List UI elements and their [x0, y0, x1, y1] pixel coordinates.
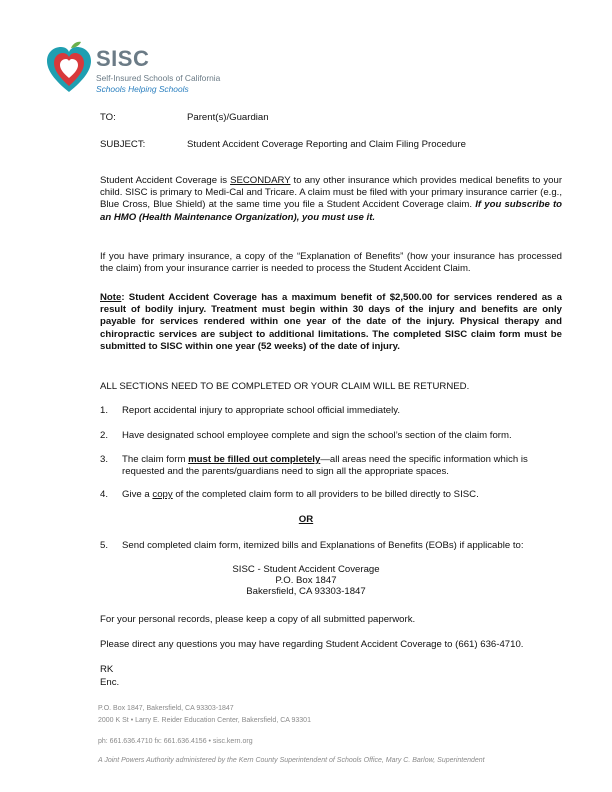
initials: RK: [100, 664, 114, 675]
primary-insurance-paragraph: If you have primary insurance, a copy of the “Explanation of Benefits” (how your insurance has processed the claim) from your insurance carrier is needed to process the Student Accident Claim.: [100, 251, 562, 275]
note-paragraph: [100, 292, 562, 353]
secondary-coverage-paragraph: [100, 175, 562, 224]
questions-note: Please direct any questions you may have regarding Student Accident Coverage to (661) 636-4710.: [100, 639, 524, 650]
secondary-emphasis: SECONDARY: [230, 175, 291, 186]
step-number: 4.: [100, 489, 109, 500]
step-number: 3.: [100, 454, 109, 465]
records-note: For your personal records, please keep a copy of all submitted paperwork.: [100, 614, 416, 625]
footer-street-address: 2000 K St • Larry E. Reider Education Center, Bakersfield, CA 93301: [98, 717, 311, 724]
step4-text-a: Give a: [122, 489, 153, 500]
step3-text-b: —all areas need the specific information which is requested and the parents/guardians need to sign all the appropriate spaces.: [122, 454, 528, 478]
step-text: Send completed claim form, itemized bills and Explanations of Benefits (EOBs) if applicable to:: [122, 540, 524, 551]
logo-brand: SISC: [96, 46, 150, 71]
step-number: 1.: [100, 405, 109, 416]
logo-org-name: Self-Insured Schools of California: [96, 73, 221, 83]
sisc-heart-icon: [44, 40, 94, 96]
note-text: : Student Accident Coverage has a maximum benefit of $2,500.00 for services rendered as a result of bodily injury. Treatment must begin within 30 days of the injury and benefits are only payable for services rendered within one year of the date of the injury. Physical therapy and chiropractic services are subject to additional limitations. The completed SISC claim form must be submitted to SISC within one year (52 weeks) of the date of injury.: [100, 292, 562, 352]
step-text: [122, 454, 564, 478]
enclosure: Enc.: [100, 677, 120, 688]
footer-po-box: P.O. Box 1847, Bakersfield, CA 93303-1847: [98, 705, 234, 712]
note-label: Note: [100, 292, 122, 303]
logo-tagline: Schools Helping Schools: [96, 84, 189, 94]
step-text: Report accidental injury to appropriate school official immediately.: [122, 405, 401, 416]
step3-text-a: The claim form: [122, 454, 189, 465]
to-label: TO:: [100, 112, 116, 123]
step-text: [122, 489, 564, 501]
all-sections-warning: ALL SECTIONS NEED TO BE COMPLETED OR YOUR CLAIM WILL BE RETURNED.: [100, 381, 470, 392]
p1-text-a: Student Accident Coverage is: [100, 175, 231, 186]
address-line-1: SISC - Student Accident Coverage: [232, 564, 380, 575]
step-text: Have designated school employee complete and sign the school’s section of the claim form.: [122, 430, 512, 441]
copy-emphasis: copy: [152, 489, 173, 500]
address-line-3: Bakersfield, CA 93303-1847: [246, 586, 366, 597]
step4-text-b: of the completed claim form to all providers to be billed directly to SISC.: [172, 489, 479, 500]
subject-value: Student Accident Coverage Reporting and Claim Filing Procedure: [187, 139, 466, 150]
step-number: 5.: [100, 540, 109, 551]
footer-contact: ph: 661.636.4710 fx: 661.636.4156 • sisc.kern.org: [98, 738, 253, 745]
p1-text-b: to any other insurance which provides medical benefits to your child. SISC is primary to Medi-Cal and Tricare. A claim must be filed with your primary insurance carrier (e.g., Blue Cross, Blue Shield) at the same time you file a Student Accident Coverage claim.: [100, 175, 563, 211]
footer-jpa-notice: A Joint Powers Authority administered by the Kern County Superintendent of Schools Office, Mary C. Barlow, Superintendent: [98, 757, 485, 764]
hmo-emphasis: If you subscribe to an HMO (Health Maintenance Organization), you must use it.: [100, 199, 562, 223]
to-value: Parent(s)/Guardian: [187, 112, 269, 123]
step-number: 2.: [100, 430, 109, 441]
sisc-logo: [44, 40, 244, 100]
step3-emphasis: must be filled out completely: [188, 454, 321, 465]
or-divider: OR: [298, 514, 314, 525]
subject-label: SUBJECT:: [100, 139, 146, 150]
address-line-2: P.O. Box 1847: [275, 575, 337, 586]
